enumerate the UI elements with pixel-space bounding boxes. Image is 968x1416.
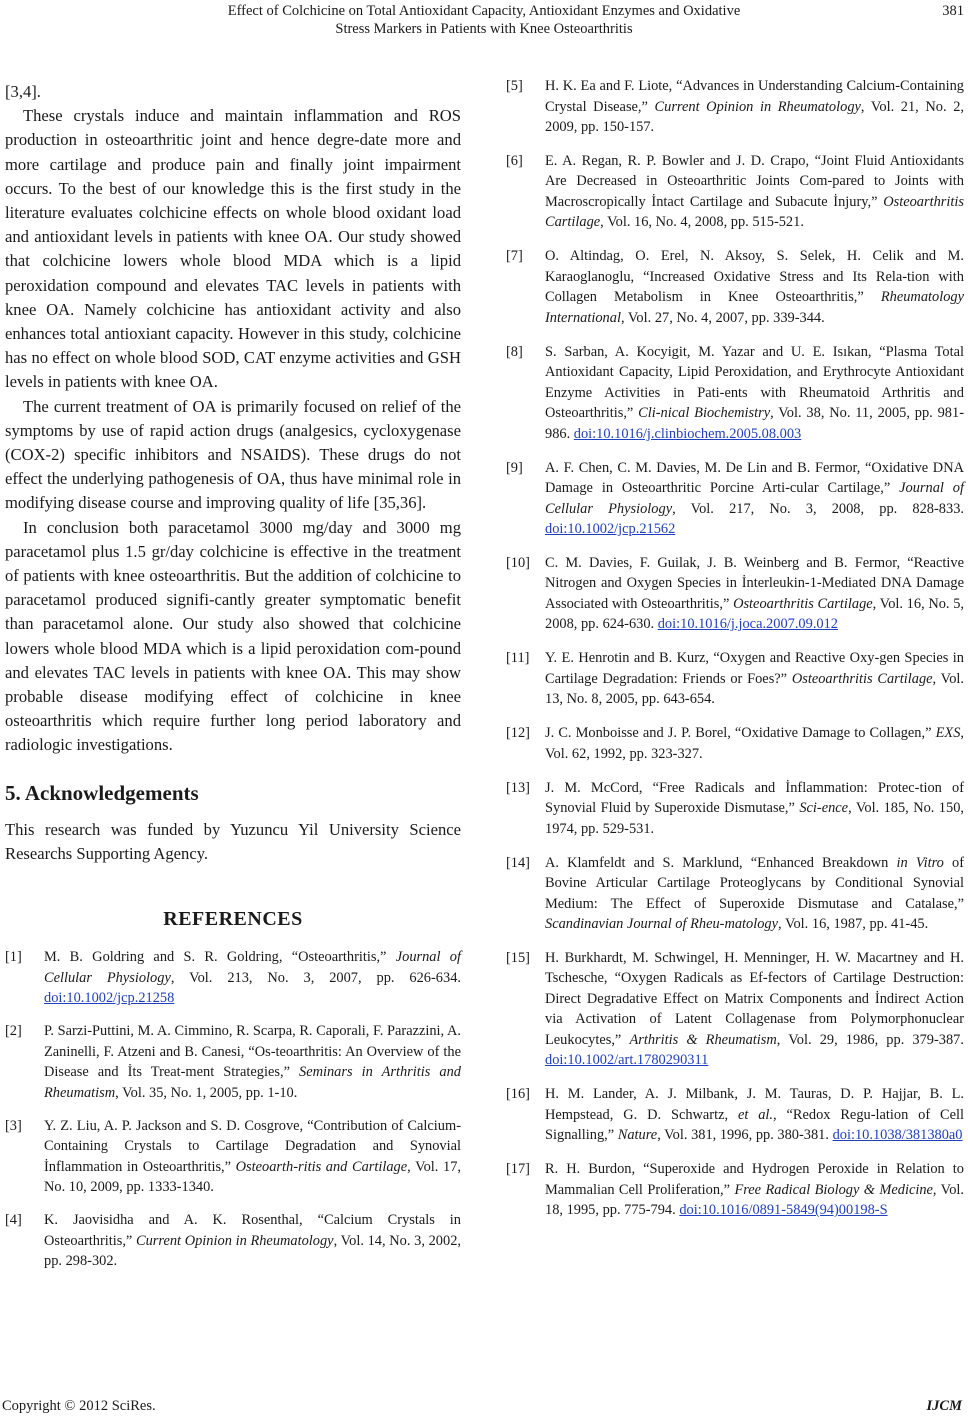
reference-number: [6]: [506, 152, 523, 169]
reference-entry: [5, 1116, 461, 1198]
reference-details: of Bovine Articular Cartilage Proteoglycans by Conditional Synovial Medium: The Effect of Superoxide Dismutase and Catalase,”: [545, 854, 964, 912]
reference-details: , Vol. 29, 1986, pp. 379-387.: [776, 1031, 964, 1048]
reference-details: , Vol. 21, No. 2, 2009, pp. 150-157.: [545, 98, 964, 135]
reference-text: J. C. Monboisse and J. P. Borel, “Oxidative Damage to Collagen,”: [545, 725, 936, 742]
reference-entry: [506, 1084, 964, 1146]
reference-number: [16]: [506, 1086, 530, 1103]
reference-details: , Vol. 16, 1987, pp. 41-45.: [778, 916, 929, 933]
reference-text: J. M. McCord, “Free Radicals and İnflammation: Protec-tion of Synovial Fluid by Superoxide Dismutase,”: [545, 779, 964, 817]
page-footer: [0, 1398, 968, 1416]
reference-entry: [506, 76, 964, 138]
reference-entry: [5, 947, 461, 1009]
reference-number: [9]: [506, 459, 523, 476]
reference-details: , Vol. 381, 1996, pp. 380-381.: [657, 1127, 833, 1144]
reference-entry: [506, 246, 964, 328]
reference-details: , Vol. 35, No. 1, 2005, pp. 1-10.: [115, 1084, 298, 1101]
reference-source: Osteoarthritis Cartilage: [791, 670, 933, 687]
reference-text: K. Jaovisidha and A. K. Rosenthal, “Calcium Crystals in Osteoarthritis,”: [44, 1212, 461, 1249]
copyright-notice: Copyright © 2012 SciRes.: [2, 1398, 156, 1414]
doi-link[interactable]: doi:10.1016/j.joca.2007.09.012: [657, 616, 839, 633]
reference-entry: [506, 1159, 964, 1221]
reference-entry: [506, 151, 964, 233]
left-column: [5, 80, 461, 1284]
doi-link[interactable]: doi:10.1002/jcp.21562: [545, 521, 676, 538]
reference-number: [3]: [5, 1117, 22, 1134]
reference-source: Current Opinion in Rheumatology: [136, 1232, 334, 1249]
reference-source: Sci-ence: [799, 800, 849, 817]
reference-source: Seminars in Arthritis and Rheumatism: [44, 1064, 461, 1101]
reference-details: , Vol. 27, No. 4, 2007, pp. 339-344.: [620, 309, 825, 326]
reference-details: , Vol. 217, No. 3, 2008, pp. 828-833.: [672, 500, 964, 517]
reference-entry: [5, 1210, 461, 1272]
reference-source: Osteoarthritis Cartilage: [733, 595, 873, 612]
running-title-line-2: Stress Markers in Patients with Knee Osteoarthritis: [335, 21, 633, 37]
reference-text: H. K. Ea and F. Liote, “Advances in Understanding Calcium-Containing Crystal Disease,”: [545, 78, 964, 115]
reference-source: Osteoarth-ritis and Cartilage: [235, 1158, 408, 1175]
reference-details: , Vol. 16, No. 5, 2008, pp. 624-630.: [545, 595, 964, 633]
reference-entry: [506, 342, 964, 445]
reference-details: , Vol. 185, No. 150, 1974, pp. 529-531.: [545, 800, 964, 837]
reference-details: , Vol. 62, 1992, pp. 323-327.: [545, 725, 964, 762]
reference-number: [11]: [506, 650, 530, 667]
reference-entry: [506, 853, 964, 935]
paragraph-continuation: [3,4].: [5, 82, 41, 101]
reference-entry: [5, 1021, 461, 1103]
references-heading: REFERENCES: [163, 908, 303, 931]
acknowledgements-text: This research was funded by Yuzuncu Yil University Science Researchs Supporting Agency.: [5, 819, 461, 863]
references-list-left: [5, 947, 461, 1272]
reference-text: A. F. Chen, C. M. Davies, M. De Lin and B. Fermor, “Oxidative DNA Damage in Osteoarthritic Porcine Arti-cular Cartilage,”: [545, 459, 964, 497]
reference-text: O. Altindag, O. Erel, N. Aksoy, S. Selek, H. Celik and M. Karaoglanoglu, “Increased Oxidative Stress and Its Rela-tion with Collagen Metabolism in Knee Osteoarthritis,”: [545, 248, 964, 306]
running-header: [0, 0, 968, 44]
reference-entry: [506, 778, 964, 840]
reference-details: , Vol. 17, No. 10, 2009, pp. 1333-1340.: [44, 1158, 461, 1196]
reference-entry: [506, 723, 964, 764]
doi-link[interactable]: doi:10.1016/j.clinbiochem.2005.08.003: [573, 425, 802, 442]
reference-source: in Vitro: [896, 854, 944, 871]
paragraph-current-treatment: The current treatment of OA is primarily focused on relief of the symptoms by use of rapid action drugs (analgesics, cycloxygenase (COX-2) specific inhibitors and NSAIDS). These drugs do not effect the underlying pathogenesis of OA, thus have minimal role in modifying disease course and improving quality of life [35,36].: [5, 396, 461, 513]
reference-number: [1]: [5, 949, 22, 966]
page-number: 381: [942, 3, 964, 19]
doi-link[interactable]: doi:10.1038/381380a0: [832, 1127, 963, 1144]
reference-text: Y. Z. Liu, A. P. Jackson and S. D. Cosgrove, “Contribution of Calcium-Containing Crystals to Cartilage Degradation and Synovial İnflammation in Osteoarthritis,”: [44, 1117, 461, 1175]
reference-number: [13]: [506, 779, 530, 796]
reference-text: M. B. Goldring and S. R. Goldring, “Osteoarthritis,”: [44, 949, 396, 966]
reference-number: [12]: [506, 725, 530, 742]
reference-source: Arthritis & Rheumatism: [629, 1031, 777, 1048]
reference-details: , Vol. 38, No. 11, 2005, pp. 981-986.: [545, 405, 964, 442]
doi-link[interactable]: doi:10.1016/0891-5849(94)00198-S: [679, 1202, 888, 1219]
reference-entry: [506, 948, 964, 1071]
acknowledgements-heading: 5. Acknowledgements: [5, 780, 199, 805]
reference-number: [14]: [506, 854, 530, 871]
doi-link[interactable]: doi:10.1002/art.1780290311: [545, 1052, 709, 1069]
reference-details: , Vol. 14, No. 3, 2002, pp. 298-302.: [44, 1232, 461, 1270]
reference-number: [2]: [5, 1023, 22, 1040]
reference-text: H. M. Lander, A. J. Milbank, J. M. Tauras, D. P. Hajjar, B. L. Hempstead, G. D. Schwartz,: [545, 1086, 964, 1123]
references-list-right: [506, 76, 964, 1221]
reference-details: , Vol. 13, No. 8, 2005, pp. 643-654.: [545, 670, 964, 708]
reference-number: [5]: [506, 78, 523, 94]
journal-abbreviation: IJCM: [926, 1398, 962, 1414]
reference-source: EXS: [935, 725, 961, 742]
reference-number: [10]: [506, 554, 530, 571]
reference-entry: [506, 458, 964, 540]
reference-source: Nature: [617, 1127, 658, 1144]
reference-source: Rheumatology International: [545, 289, 964, 326]
reference-source: Cli-nical Biochemistry: [638, 405, 771, 422]
reference-text: Y. E. Henrotin and B. Kurz, “Oxygen and Reactive Oxy-gen Species in Cartilage Degradation: Friends or Foes?”: [545, 650, 964, 687]
reference-number: [8]: [506, 343, 523, 360]
reference-source: Journal of Cellular Physiology: [44, 949, 461, 986]
reference-entry: [506, 648, 964, 710]
reference-text: P. Sarzi-Puttini, M. A. Cimmino, R. Scarpa, R. Caporali, F. Parazzini, A. Zaninelli, F. Atzeni and B. Canesi, “Os-teoarthritis: An Overview of the Disease and İts Treat-ment Strategies,”: [44, 1023, 461, 1081]
reference-source: Free Radical Biology & Medicine: [734, 1181, 933, 1198]
reference-text: E. A. Regan, R. P. Bowler and J. D. Crapo, “Joint Fluid Antioxidants Are Decreased in Osteoarthritic Joints Com-pared to Joints with Macroscropically İntact Cartilage and Subacute İnjury,”: [545, 152, 964, 210]
reference-text: C. M. Davies, F. Guilak, J. B. Weinberg and B. Fermor, “Reactive Nitrogen and Oxygen Species in İnterleukin-1-Mediated DNA Damage Associated with Osteoarthritis,”: [545, 554, 964, 612]
reference-text: S. Sarban, A. Kocyigit, M. Yazar and U. E. Isıkan, “Plasma Total Antioxidant Capacity, Lipid Peroxidation, and Erythrocyte Antioxidant Enzyme Activities in Pati-ents with Rheumatoid Arthritis and Osteoarthritis,”: [545, 343, 964, 422]
reference-source: Scandinavian Journal of Rheu-matology: [545, 916, 779, 933]
reference-source: Current Opinion in Rheumatology: [654, 98, 861, 115]
right-column: [506, 76, 964, 1234]
reference-details: , Vol. 18, 1995, pp. 775-794.: [545, 1181, 964, 1219]
paragraph-crystals: These crystals induce and maintain inflammation and ROS production in osteoarthritic joint and hence degre-date more and more cartilage and produce pain and finally joint impairment occurs. To the best of our knowledge this is the first study in the literature evaluates colchicine effects on whole blood oxidant load and antioxidant levels in patients with knee OA. Our study showed that colchicine lowers whole blood MDA which is a lipid peroxidation compound and elevates TAC levels in patients with knee OA. Namely colchicine has antioxidant activity and also enhances total antioxiant capacity. However in this study, colchicine has no effect on whole blood SOD, CAT enzyme activities and GSH levels in patients with knee OA.: [5, 106, 461, 392]
running-title-line-1: Effect of Colchicine on Total Antioxidant Capacity, Antioxidant Enzymes and Oxidative: [227, 3, 741, 19]
reference-number: [17]: [506, 1161, 530, 1178]
reference-details: , “Redox Regu-lation of Cell Signalling,”: [545, 1106, 965, 1144]
reference-text: A. Klamfeldt and S. Marklund, “Enhanced Breakdown: [545, 854, 897, 871]
reference-number: [15]: [506, 949, 530, 966]
doi-link[interactable]: doi:10.1002/jcp.21258: [44, 990, 175, 1007]
reference-details: , Vol. 16, No. 4, 2008, pp. 515-521.: [600, 214, 804, 231]
reference-source: et al.: [737, 1106, 774, 1123]
reference-number: [7]: [506, 248, 523, 265]
reference-details: , Vol. 213, No. 3, 2007, pp. 626-634.: [170, 969, 461, 986]
reference-source: Osteoarthritis Cartilage: [545, 193, 964, 231]
reference-text: R. H. Burdon, “Superoxide and Hydrogen Peroxide in Relation to Mammalian Cell Proliferation,”: [545, 1161, 964, 1198]
reference-text: H. Burkhardt, M. Schwingel, H. Menninger, H. W. Macartney and H. Tschesche, “Oxygen Radicals as Ef-fectors of Cartilage Destruction: Direct Degradative Effect on Matrix Components and İndirect Action via Activation of Latent Collagenase from Polymorphonuclear Leukocytes,”: [545, 949, 964, 1048]
paragraph-conclusion: In conclusion both paracetamol 3000 mg/day and 3000 mg paracetamol plus 1.5 gr/day colchicine is effective in the treatment of patients with knee osteoarthritis. But the addition of colchicine to paracetamol produced signifi-cantly greater symptomatic benefit than paracetamol alone. Our study also showed that colchicine lowers whole blood MDA which is a lipid peroxidation com-pound and elevates TAC levels in patients with knee OA. This may show probable disease modifying effect of colchicine in knee osteoarthritis which require further long period laboratory and radiologic investigations.: [5, 517, 461, 755]
reference-entry: [506, 553, 964, 635]
reference-number: [4]: [5, 1212, 22, 1229]
reference-source: Journal of Cellular Physiology: [545, 480, 964, 517]
